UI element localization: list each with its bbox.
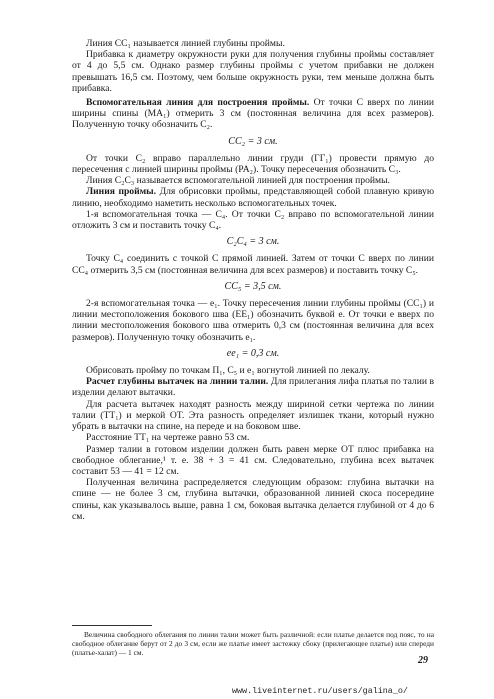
- paragraph-dart-calc: [72, 376, 434, 398]
- paragraph-point-c4: 1-я вспомогательная точка — C₄. От точки C₂ вправо по вспомогательной линии отложить 3 см и поставить точку C₄.: [72, 208, 434, 232]
- body-text: [72, 38, 434, 522]
- footnote-divider: [72, 625, 152, 626]
- paragraph-point-c5: Точку C₄ соединить с точкой C прямой линией. Затем от точки C вверх по линии CC₄ отмерить 3,5 см (постоянная величина для всех размеров) и поставить точку C₅.: [72, 253, 434, 276]
- paragraph-point-e1: 2-я вспомогательная точка — e₁. Точку пересечения линии глубины проймы (CC₁) и линии местоположения бокового шва (EE₁) обозначить буквой e. От точки e вверх по линии местоположения бокового шва отмерить 0,3 см (постоянная величина для всех размеров). Полученную точку обозначить e₁.: [72, 298, 434, 343]
- formula-c2c4: C₂C₄ = 3 см.: [226, 236, 280, 248]
- text-dart-calc: Для прилегания лифа платья по талии в изделии делают вытачки.: [72, 376, 434, 399]
- paragraph-dart-difference: Для расчета вытачек находят разность между шириной сетки чертежа по линии талии (TT₁) и меркой OT. Эта разность определяет излишек ткани, который нужно убрать в вытачки на спине, на переде и на боковом шве.: [72, 398, 434, 433]
- source-url: www.liveinternet.ru/users/galina_o/: [232, 686, 408, 696]
- paragraph-waist-size: Размер талии в готовом изделии должен быть равен мерке OT плюс прибавка на свободное облегание,¹ т. е. 38 + 3 = 41 см. Следовательно, глубина всех вытачек составит 53 — 41 = 12 см.: [72, 443, 434, 477]
- paragraph-point-c3: От точки C₂ вправо параллельно линии груди (ГГ₁) провести прямую до пересечения с линией ширины проймы (PA₂). Точку пересечения обозначить C₃.: [72, 152, 434, 176]
- formula-cc5: CC₅ = 3,5 см.: [224, 280, 282, 292]
- paragraph-armhole-allowance: Прибавка к диаметру окружности руки для получения глубины проймы составляет от 4 до 5,5 см. Однако размер глубины проймы с учетом прибавки не должен превышать 16,5 см. Поэтому, чем больше окружность руки, тем меньше должна быть прибавка.: [72, 49, 434, 94]
- paragraph-draw-armhole: Обрисовать пройму по точкам П₁, C₅ и e₁ вогнутой линией по лекалу.: [86, 365, 370, 377]
- paragraph-line-c2c3: Линия C₂C₃ называется вспомогательной линией для построения проймы.: [86, 175, 390, 187]
- paragraph-tt1-distance: Расстояние TT₁ на чертеже равно 53 см.: [86, 432, 250, 444]
- heading-armhole-line: Линия проймы.: [86, 186, 157, 198]
- page-number: 29: [418, 655, 428, 666]
- paragraph-armhole-line: [72, 186, 434, 208]
- heading-dart-calc: Расчет глубины вытачек на линии талии.: [86, 376, 269, 388]
- footnote: Величина свободного облегания по линии талии может быть различной: если платье делается под пояс, то на свободное облегание берут от 2 до 3 см, если же платье имеет застежку сбоку (прилегающее платье) или спереди (платье-халат) — 1 см.: [72, 630, 434, 657]
- formula-cc2: CC₂ = 3 см.: [228, 135, 278, 147]
- paragraph-dart-distribution: Полученная величина распределяется следующим образом: глубина вытачки на спине — не более 3 см, глубина вытачки, образованной линией скоса посередине спины, как указывалось выше, равна 1 см, боковая вытачка делается глубиной от 4 до 6 см.: [72, 477, 434, 522]
- formula-ee1: ee₁ = 0,3 см.: [226, 347, 280, 359]
- text-armhole-line: Для обрисовки проймы, представляющей собой плавную кривую линию, необходимо наметить несколько вспомогательных точек.: [72, 186, 434, 209]
- text-auxiliary-line: От точки C вверх по линии ширины спины (MA₁) отмерить 3 см (постоянная величина для всех размеров). Полученную точку обозначить C₂.: [72, 97, 434, 131]
- heading-auxiliary-line: Вспомогательная линия для построения проймы.: [86, 97, 310, 109]
- paragraph-cc1-definition: Линия CC₁ называется линией глубины проймы.: [86, 38, 285, 49]
- paragraph-auxiliary-line: [72, 97, 434, 131]
